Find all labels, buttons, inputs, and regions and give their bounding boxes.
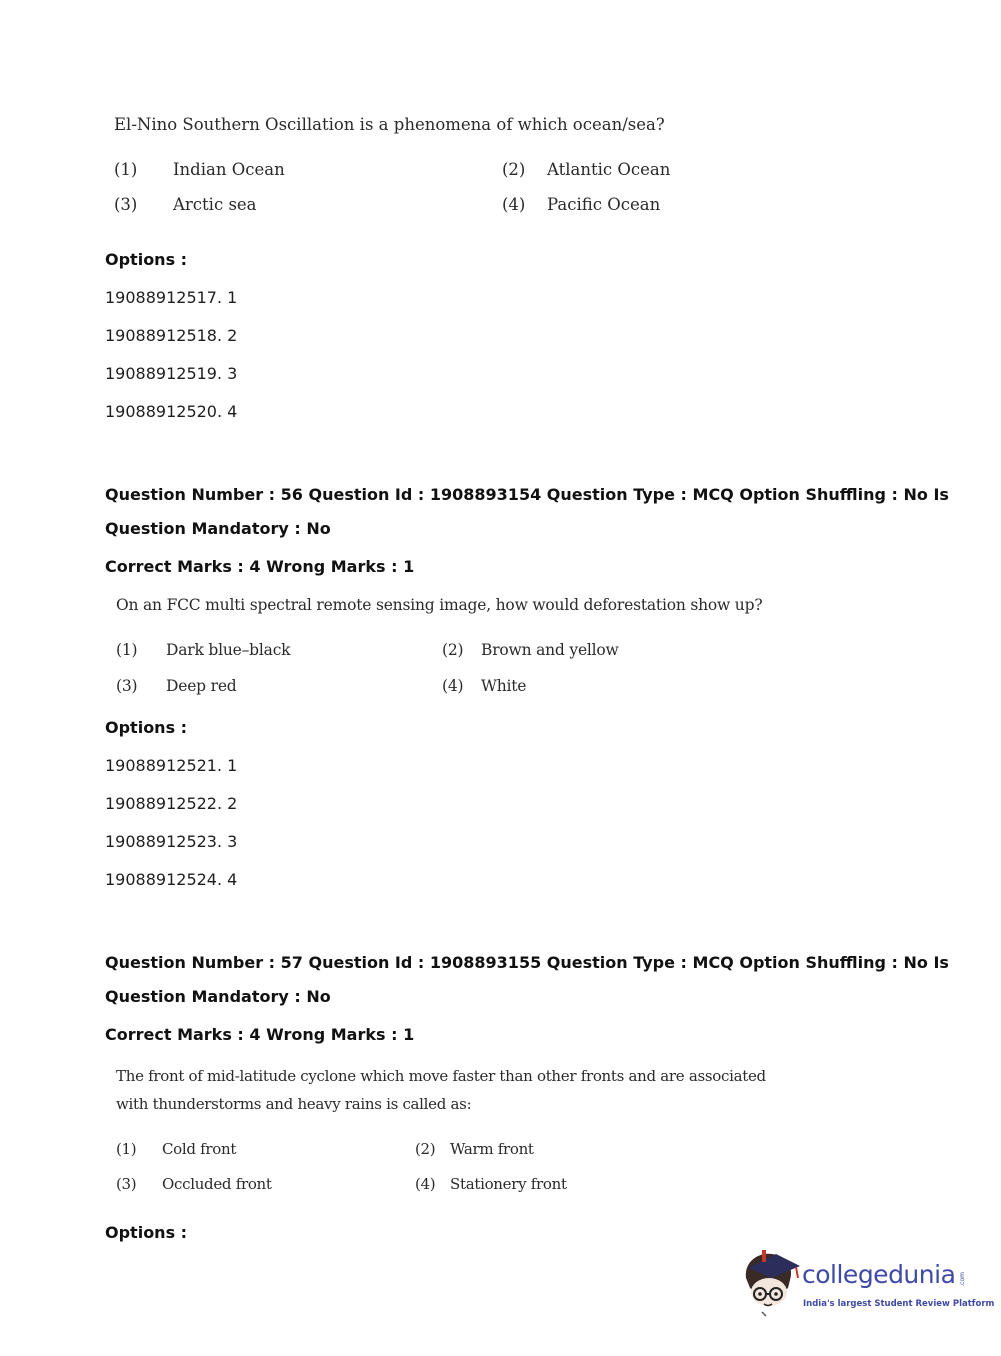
q56-option-2: 19088912522. 2 (105, 794, 238, 813)
q55-option-2: 19088912518. 2 (105, 326, 238, 345)
q57-header-line-2: Question Mandatory : No (105, 987, 331, 1006)
q55-choice-3-text: Arctic sea (173, 195, 257, 214)
q56-header-line-2: Question Mandatory : No (105, 519, 331, 538)
collegedunia-logo (740, 1248, 995, 1323)
q56-choice-3-num: (3) (116, 677, 138, 695)
q56-choice-1-text: Dark blue–black (166, 641, 291, 659)
q57-header-line-1: Question Number : 57 Question Id : 1908893155 Question Type : MCQ Option Shuffling : No Is (105, 953, 949, 972)
q57-choice-1-text: Cold front (162, 1140, 237, 1158)
q56-marks: Correct Marks : 4 Wrong Marks : 1 (105, 557, 415, 576)
q57-choice-3-text: Occluded front (162, 1175, 272, 1193)
logo-tagline: India's largest Student Review Platform (803, 1299, 995, 1309)
q55-option-3: 19088912519. 3 (105, 364, 238, 383)
q57-choice-2-text: Warm front (450, 1140, 534, 1158)
q57-choice-4-num: (4) (415, 1175, 436, 1193)
q57-options-label: Options : (105, 1223, 188, 1242)
q56-choice-4-text: White (481, 677, 527, 695)
q57-choice-2-num: (2) (415, 1140, 436, 1158)
q56-choice-3-text: Deep red (166, 677, 237, 695)
q56-choice-2-num: (2) (442, 641, 464, 659)
q57-stem-line-2: with thunderstorms and heavy rains is called as: (116, 1095, 472, 1113)
q56-option-1: 19088912521. 1 (105, 756, 238, 775)
logo-com: .com (959, 1272, 966, 1287)
q57-marks: Correct Marks : 4 Wrong Marks : 1 (105, 1025, 415, 1044)
q57-stem-line-1: The front of mid-latitude cyclone which move faster than other fronts and are associated (116, 1067, 766, 1085)
q56-choice-4-num: (4) (442, 677, 464, 695)
q56-option-4: 19088912524. 4 (105, 870, 238, 889)
logo-wordmark: collegedunia (802, 1260, 956, 1289)
q57-choice-3-num: (3) (116, 1175, 137, 1193)
q55-option-1: 19088912517. 1 (105, 288, 238, 307)
q55-choice-4-text: Pacific Ocean (547, 195, 661, 214)
q55-choice-2-text: Atlantic Ocean (547, 160, 671, 179)
q55-choice-3-num: (3) (114, 195, 138, 214)
q55-options-label: Options : (105, 250, 188, 269)
q57-choice-4-text: Stationery front (450, 1175, 567, 1193)
q55-option-4: 19088912520. 4 (105, 402, 238, 421)
q55-choice-2-num: (2) (502, 160, 526, 179)
q56-option-3: 19088912523. 3 (105, 832, 238, 851)
q55-stem: El-Nino Southern Oscillation is a phenomena of which ocean/sea? (114, 115, 665, 134)
q56-stem: On an FCC multi spectral remote sensing image, how would deforestation show up? (116, 596, 763, 614)
q56-choice-2-text: Brown and yellow (481, 641, 619, 659)
q56-header-line-1: Question Number : 56 Question Id : 1908893154 Question Type : MCQ Option Shuffling : No Is (105, 485, 949, 504)
q55-choice-1-num: (1) (114, 160, 138, 179)
q55-choice-1-text: Indian Ocean (173, 160, 285, 179)
q56-choice-1-num: (1) (116, 641, 138, 659)
q56-options-label: Options : (105, 718, 188, 737)
q57-choice-1-num: (1) (116, 1140, 137, 1158)
mascot-icon (740, 1248, 802, 1318)
q55-choice-4-num: (4) (502, 195, 526, 214)
